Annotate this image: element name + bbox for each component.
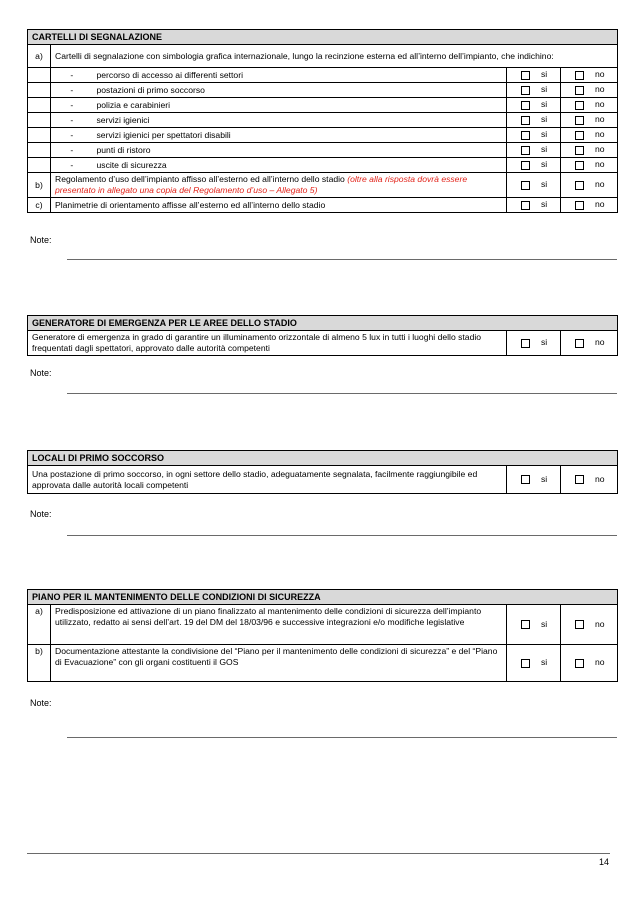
dash: - <box>51 83 93 98</box>
row-text: Predisposizione ed attivazione di un piano finalizzato al mantenimento delle condizioni di sicurezza dell’impianto utilizzato, redatto ai sensi dell’art. 19 del DM del 18/03/96 e successive integrazioni e/o modifiche legislative <box>51 605 507 645</box>
si-checkbox[interactable] <box>521 161 530 170</box>
no-label: no <box>595 84 605 95</box>
item-label: servizi igienici per spettatori disabili <box>93 128 507 143</box>
note-label: Note: <box>30 698 52 708</box>
item-label: servizi igienici <box>93 113 507 128</box>
no-label: no <box>595 144 605 155</box>
row-letter: b) <box>28 645 51 682</box>
no-checkbox[interactable] <box>575 475 584 484</box>
no-label: no <box>595 69 605 80</box>
row-letter: a) <box>28 45 51 68</box>
row-text <box>51 173 507 198</box>
no-checkbox[interactable] <box>575 101 584 110</box>
no-label: no <box>595 619 605 630</box>
note-line[interactable] <box>67 535 617 536</box>
no-checkbox[interactable] <box>575 146 584 155</box>
si-label: si <box>541 199 548 210</box>
si-label: si <box>541 657 548 668</box>
footer-divider <box>27 853 610 854</box>
row-text: Generatore di emergenza in grado di garantire un illuminamento orizzontale di almeno 5 lux in tutti i luoghi dello stadio frequentati dagli spettatori, approvato dalle autorità competenti <box>28 331 507 356</box>
dash: - <box>51 143 93 158</box>
si-label: si <box>541 69 548 80</box>
si-label: si <box>541 159 548 170</box>
si-checkbox[interactable] <box>521 71 530 80</box>
section-cartelli <box>27 29 617 213</box>
row-text: Planimetrie di orientamento affisse all’esterno ed all’interno dello stadio <box>51 198 507 213</box>
row-text: Cartelli di segnalazione con simbologia grafica internazionale, lungo la recinzione esterna ed all’interno dell’impianto, che indichino: <box>51 45 618 68</box>
row-text-note: (oltre alla risposta dovrà essere presentato in allegato una copia del Regolamento d’uso – Allegato 5) <box>55 174 468 195</box>
si-label: si <box>541 337 548 348</box>
si-checkbox[interactable] <box>521 116 530 125</box>
no-label: no <box>595 199 605 210</box>
si-label: si <box>541 129 548 140</box>
item-label: postazioni di primo soccorso <box>93 83 507 98</box>
primo-soccorso-table <box>27 450 618 494</box>
note-line[interactable] <box>67 393 617 394</box>
row-letter: a) <box>28 605 51 645</box>
section-title: GENERATORE DI EMERGENZA PER LE AREE DELLO STADIO <box>28 316 618 331</box>
dash: - <box>51 98 93 113</box>
no-checkbox[interactable] <box>575 659 584 668</box>
piano-table <box>27 589 618 682</box>
no-label: no <box>595 129 605 140</box>
no-label: no <box>595 159 605 170</box>
no-checkbox[interactable] <box>575 131 584 140</box>
si-checkbox[interactable] <box>521 181 530 190</box>
si-label: si <box>541 619 548 630</box>
si-label: si <box>541 84 548 95</box>
si-label: si <box>541 99 548 110</box>
note-line[interactable] <box>67 259 617 260</box>
no-checkbox[interactable] <box>575 71 584 80</box>
cartelli-table <box>27 29 618 213</box>
si-checkbox[interactable] <box>521 131 530 140</box>
no-label: no <box>595 337 605 348</box>
no-label: no <box>595 474 605 485</box>
dash: - <box>51 68 93 83</box>
si-checkbox[interactable] <box>521 146 530 155</box>
section-piano <box>27 589 617 682</box>
row-text-main: Regolamento d’uso dell’impianto affisso all’esterno ed all’interno dello stadio <box>55 174 345 184</box>
no-checkbox[interactable] <box>575 201 584 210</box>
si-checkbox[interactable] <box>521 339 530 348</box>
dash: - <box>51 113 93 128</box>
si-label: si <box>541 144 548 155</box>
no-checkbox[interactable] <box>575 116 584 125</box>
dash: - <box>51 158 93 173</box>
dash: - <box>51 128 93 143</box>
si-checkbox[interactable] <box>521 475 530 484</box>
si-checkbox[interactable] <box>521 620 530 629</box>
section-title: LOCALI DI PRIMO SOCCORSO <box>28 451 618 466</box>
section-primo-soccorso <box>27 450 617 494</box>
row-text: Documentazione attestante la condivisione del “Piano per il mantenimento delle condizioni di sicurezza” e del “Piano di Evacuazione” con gli organi costituenti il GOS <box>51 645 507 682</box>
no-checkbox[interactable] <box>575 339 584 348</box>
no-label: no <box>595 657 605 668</box>
no-label: no <box>595 179 605 190</box>
no-checkbox[interactable] <box>575 620 584 629</box>
section-generatore <box>27 315 617 356</box>
si-checkbox[interactable] <box>521 201 530 210</box>
note-line[interactable] <box>67 737 617 738</box>
note-label: Note: <box>30 368 52 378</box>
si-checkbox[interactable] <box>521 86 530 95</box>
page-number: 14 <box>598 857 609 867</box>
section-title: PIANO PER IL MANTENIMENTO DELLE CONDIZIONI DI SICUREZZA <box>28 590 618 605</box>
si-label: si <box>541 474 548 485</box>
item-label: polizia e carabinieri <box>93 98 507 113</box>
row-text: Una postazione di primo soccorso, in ogni settore dello stadio, adeguatamente segnalata, facilmente raggiungibile ed approvata dalle autorità locali competenti <box>28 466 507 494</box>
item-label: percorso di accesso ai differenti settori <box>93 68 507 83</box>
item-label: uscite di sicurezza <box>93 158 507 173</box>
no-checkbox[interactable] <box>575 161 584 170</box>
generatore-table <box>27 315 618 356</box>
row-letter: c) <box>28 198 51 213</box>
note-label: Note: <box>30 509 52 519</box>
no-label: no <box>595 99 605 110</box>
si-label: si <box>541 179 548 190</box>
no-label: no <box>595 114 605 125</box>
note-label: Note: <box>30 235 52 245</box>
no-checkbox[interactable] <box>575 86 584 95</box>
si-checkbox[interactable] <box>521 101 530 110</box>
si-label: si <box>541 114 548 125</box>
si-checkbox[interactable] <box>521 659 530 668</box>
row-letter: b) <box>28 173 51 198</box>
item-label: punti di ristoro <box>93 143 507 158</box>
section-title: CARTELLI DI SEGNALAZIONE <box>28 30 618 45</box>
no-checkbox[interactable] <box>575 181 584 190</box>
